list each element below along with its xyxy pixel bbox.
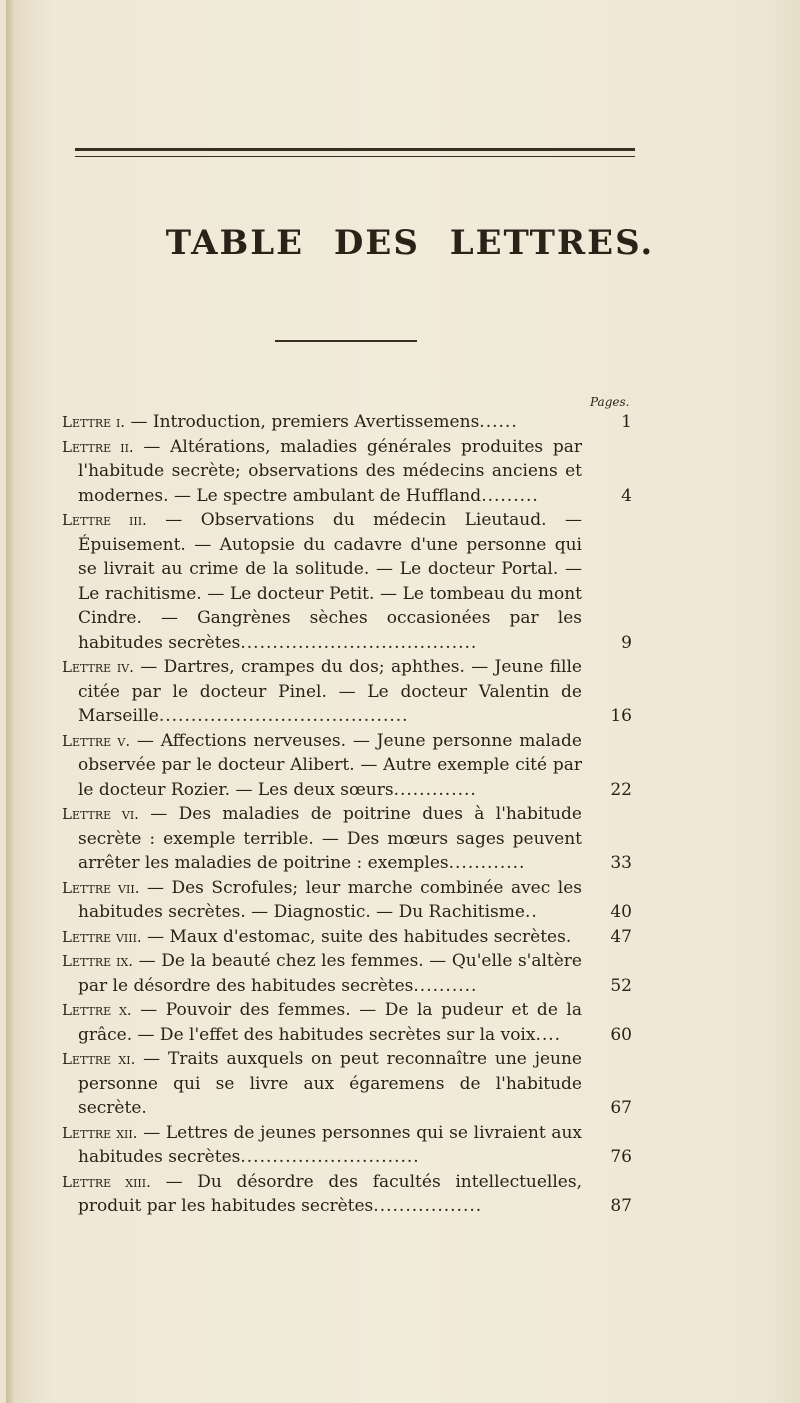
toc-entry-text bbox=[62, 925, 582, 950]
letter-label: Lettre xii. bbox=[62, 1123, 138, 1142]
toc-entry bbox=[62, 949, 632, 998]
dot-leader: .......... bbox=[413, 975, 478, 996]
page-gutter-edge bbox=[6, 0, 14, 1403]
dot-leader: .... bbox=[535, 1024, 562, 1045]
toc-entry-text bbox=[62, 1047, 582, 1121]
letter-label: Lettre vii. bbox=[62, 878, 140, 897]
entry-description: — Introduction, premiers Avertissemens bbox=[125, 412, 480, 432]
toc-entry bbox=[62, 508, 632, 655]
page-number: 4 bbox=[621, 485, 632, 506]
entry-description: — Altérations, maladies générales produites par l'habitude secrète; observations des médecins anciens et modernes. — Le spectre ambulant de Huffland bbox=[78, 436, 582, 506]
page-number: 33 bbox=[610, 853, 632, 873]
page-number: 47 bbox=[610, 926, 632, 947]
letter-label: Lettre ix. bbox=[62, 952, 134, 970]
page-number: 1 bbox=[621, 412, 632, 432]
page-number: 60 bbox=[610, 1024, 632, 1045]
letter-label: Lettre vi. bbox=[62, 805, 139, 823]
toc-entry bbox=[62, 729, 632, 803]
letter-label: Lettre v. bbox=[62, 731, 131, 750]
toc-entry-text bbox=[62, 508, 582, 655]
page-number: 76 bbox=[610, 1147, 632, 1167]
dot-leader: ......... bbox=[481, 485, 539, 506]
toc-entry bbox=[62, 410, 632, 435]
entry-description: — Du désordre des facultés intellectuelles, produit par les habitudes secrètes bbox=[78, 1171, 582, 1216]
entry-description: — Des Scrofules; leur marche combinée avec les habitudes secrètes. — Diagnostic. — Du Rachitisme bbox=[78, 877, 582, 922]
letter-label: Lettre iii. bbox=[62, 511, 147, 529]
dot-leader: ............................ bbox=[240, 1147, 420, 1167]
letter-label: Lettre i. bbox=[62, 413, 126, 431]
toc-entry bbox=[62, 876, 632, 925]
dot-leader: ................. bbox=[373, 1196, 483, 1216]
page-number: 16 bbox=[610, 706, 632, 726]
entry-description: — Traits auxquels on peut reconnaître une jeune personne qui se livre aux égaremens de l'habitude secrète. bbox=[78, 1049, 582, 1118]
page-number: 52 bbox=[610, 975, 632, 996]
entry-description: — Affections nerveuses. — Jeune personne malade observée par le docteur Alibert. — Autre exemple cité par le docteur Rozier. — Les deux sœurs bbox=[78, 730, 582, 800]
toc-entry bbox=[62, 802, 632, 876]
toc-entry-text bbox=[62, 410, 582, 435]
toc-entry bbox=[62, 1047, 632, 1121]
dot-leader: ....................................... bbox=[158, 706, 409, 726]
letter-label: Lettre iv. bbox=[62, 658, 134, 676]
pages-column-header: Pages. bbox=[590, 395, 630, 409]
page-number: 40 bbox=[610, 902, 632, 922]
dot-leader: ............ bbox=[448, 853, 526, 873]
toc-entry bbox=[62, 925, 632, 950]
toc-entry-text bbox=[62, 876, 582, 925]
table-of-contents bbox=[62, 410, 632, 1219]
page-number: 22 bbox=[610, 779, 632, 800]
toc-entry-text bbox=[62, 802, 582, 876]
toc-entry bbox=[62, 1121, 632, 1170]
double-rule bbox=[75, 148, 635, 157]
toc-entry bbox=[62, 655, 632, 729]
toc-entry-text bbox=[62, 655, 582, 729]
letter-label: Lettre x. bbox=[62, 1001, 132, 1019]
toc-entry bbox=[62, 998, 632, 1047]
page-title: TABLE DES LETTRES. bbox=[165, 223, 655, 263]
dot-leader: .. bbox=[524, 902, 538, 922]
page-number: 87 bbox=[610, 1196, 632, 1216]
toc-entry bbox=[62, 435, 632, 509]
entry-description: — Observations du médecin Lieutaud. — Épuisement. — Autopsie du cadavre d'une personne qui se livrait au crime de la solitude. — Le docteur Portal. — Le rachitisme. — Le docteur Petit. — Le tombeau du mont Cindre. — Gangrènes sèches occasionées par les habitudes secrètes bbox=[78, 510, 582, 653]
dot-leader: ...... bbox=[479, 412, 518, 432]
toc-entry-text bbox=[62, 1121, 582, 1170]
page-number: 67 bbox=[610, 1098, 632, 1118]
entry-description: — Lettres de jeunes personnes qui se livraient aux habitudes secrètes bbox=[78, 1122, 583, 1167]
page-number: 9 bbox=[621, 632, 632, 653]
entry-description: — De la beauté chez les femmes. — Qu'elle s'altère par le désordre des habitudes secrètes bbox=[78, 951, 582, 996]
toc-entry-text bbox=[62, 729, 582, 803]
entry-description: — Maux d'estomac, suite des habitudes secrètes. bbox=[141, 926, 572, 947]
dot-leader: ............. bbox=[393, 779, 477, 800]
dot-leader: ..................................... bbox=[240, 632, 478, 653]
toc-entry bbox=[62, 1170, 632, 1219]
entry-description: — Dartres, crampes du dos; aphthes. — Jeune fille citée par le docteur Pinel. — Le docteur Valentin de Marseille bbox=[78, 657, 582, 726]
toc-entry-text bbox=[62, 998, 582, 1047]
entry-description: — Pouvoir des femmes. — De la pudeur et de la grâce. — De l'effet des habitudes secrètes sur la voix bbox=[78, 1000, 582, 1045]
letter-label: Lettre viii. bbox=[62, 927, 142, 946]
letter-label: Lettre ii. bbox=[62, 437, 134, 456]
letter-label: Lettre xiii. bbox=[62, 1172, 151, 1191]
title-underline bbox=[275, 340, 417, 342]
entry-description: — Des maladies de poitrine dues à l'habitude secrète : exemple terrible. — Des mœurs sages peuvent arrêter les maladies de poitrine : exemples bbox=[78, 804, 582, 873]
letter-label: Lettre xi. bbox=[62, 1050, 136, 1068]
toc-entry-text bbox=[62, 949, 582, 998]
toc-entry-text bbox=[62, 435, 582, 509]
toc-entry-text bbox=[62, 1170, 582, 1219]
